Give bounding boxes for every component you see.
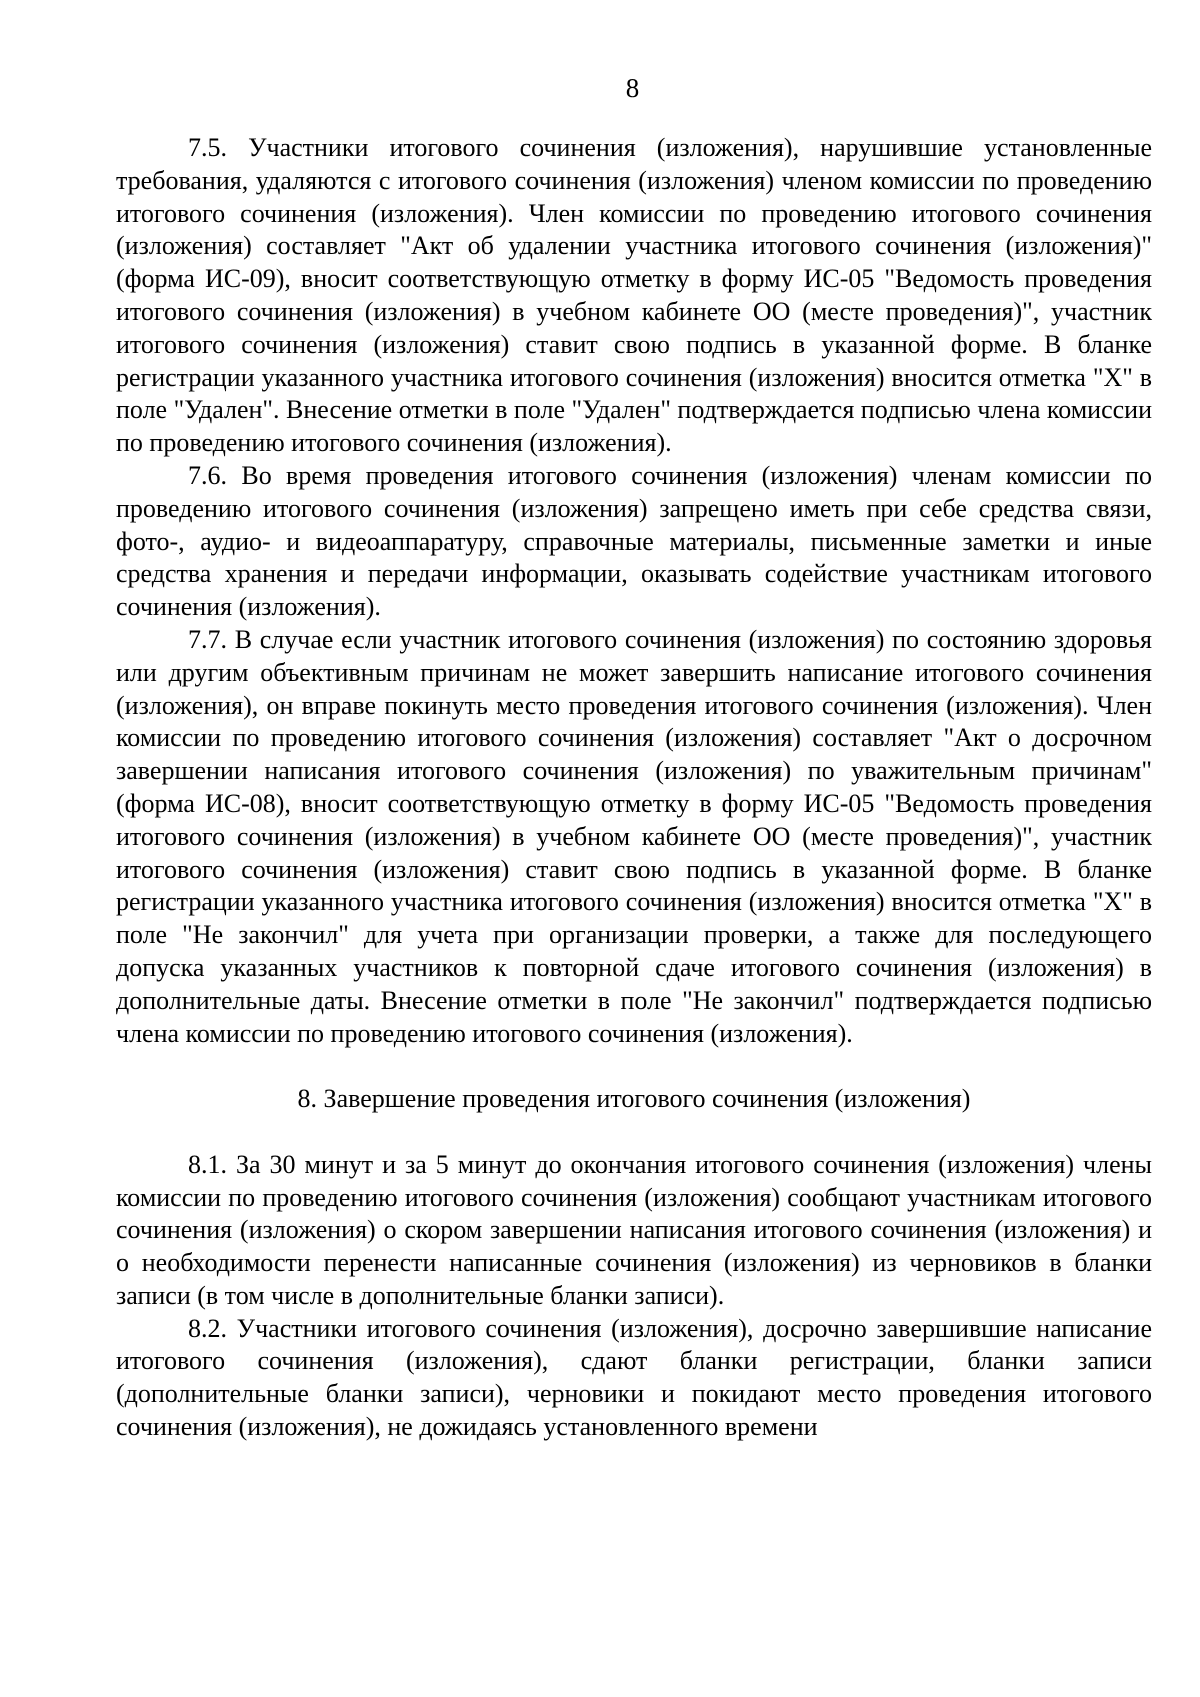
- page-number: 8: [625, 73, 640, 103]
- paragraph-8-2: 8.2. Участники итогового сочинения (изложения), досрочно завершившие написание итогового сочинения (изложения), сдают бланки регистрации, бланки записи (дополнительные бланки записи), черновики и покидают место проведения итогового сочинения (изложения), не дожидаясь установленного времени: [116, 1313, 1152, 1442]
- paragraph-7-6: 7.6. Во время проведения итогового сочинения (изложения) членам комиссии по проведению итогового сочинения (изложения) запрещено иметь при себе средства связи, фото-, аудио- и видеоаппаратуру, справочные материалы, письменные заметки и иные средства хранения и передачи информации, оказывать содействие участникам итогового сочинения (изложения).: [116, 460, 1152, 622]
- paragraph-8-1: 8.1. За 30 минут и за 5 минут до окончания итогового сочинения (изложения) члены комиссии по проведению итогового сочинения (изложения) сообщают участникам итогового сочинения (изложения) о скором завершении написания итогового сочинения (изложения) и о необходимости перенести написанные сочинения (изложения) из черновиков в бланки записи (в том числе в дополнительные бланки записи).: [116, 1149, 1152, 1310]
- paragraph-7-5: 7.5. Участники итогового сочинения (изложения), нарушившие установленные требования, удаляются с итогового сочинения (изложения) членом комиссии по проведению итогового сочинения (изложения). Член комиссии по проведению итогового сочинения (изложения) составляет "Акт об удалении участника итогового сочинения (изложения)" (форма ИС-09), вносит соответствующую отметку в форму ИС-05 "Ведомость проведения итогового сочинения (изложения) в учебном кабинете ОО (месте проведения)", участник итогового сочинения (изложения) ставит свою подпись в указанной форме. В бланке регистрации указанного участника итогового сочинения (изложения) вносится отметка "X" в поле "Удален". Внесение отметки в поле "Удален" подтверждается подписью члена комиссии по проведению итогового сочинения (изложения).: [116, 133, 1152, 458]
- paragraph-7-7: 7.7. В случае если участник итогового сочинения (изложения) по состоянию здоровья или другим объективным причинам не может завершить написание итогового сочинения (изложения), он вправе покинуть место проведения итогового сочинения (изложения). Член комиссии по проведению итогового сочинения (изложения) составляет "Акт о досрочном завершении написания итогового сочинения (изложения) по уважительным причинам" (форма ИС-08), вносит соответствующую отметку в форму ИС-05 "Ведомость проведения итогового сочинения (изложения) в учебном кабинете ОО (месте проведения)", участник итогового сочинения (изложения) ставит свою подпись в указанной форме. В бланке регистрации указанного участника итогового сочинения (изложения) вносится отметка "X" в поле "Не закончил" для учета при организации проверки, а также для последующего допуска указанных участников к повторной сдаче итогового сочинения (изложения) в дополнительные даты. Внесение отметки в поле "Не закончил" подтверждается подписью члена комиссии по проведению итогового сочинения (изложения).: [116, 624, 1152, 1048]
- document-body: [116, 132, 1152, 1444]
- section-heading-8: 8. Завершение проведения итогового сочинения (изложения): [297, 1084, 971, 1114]
